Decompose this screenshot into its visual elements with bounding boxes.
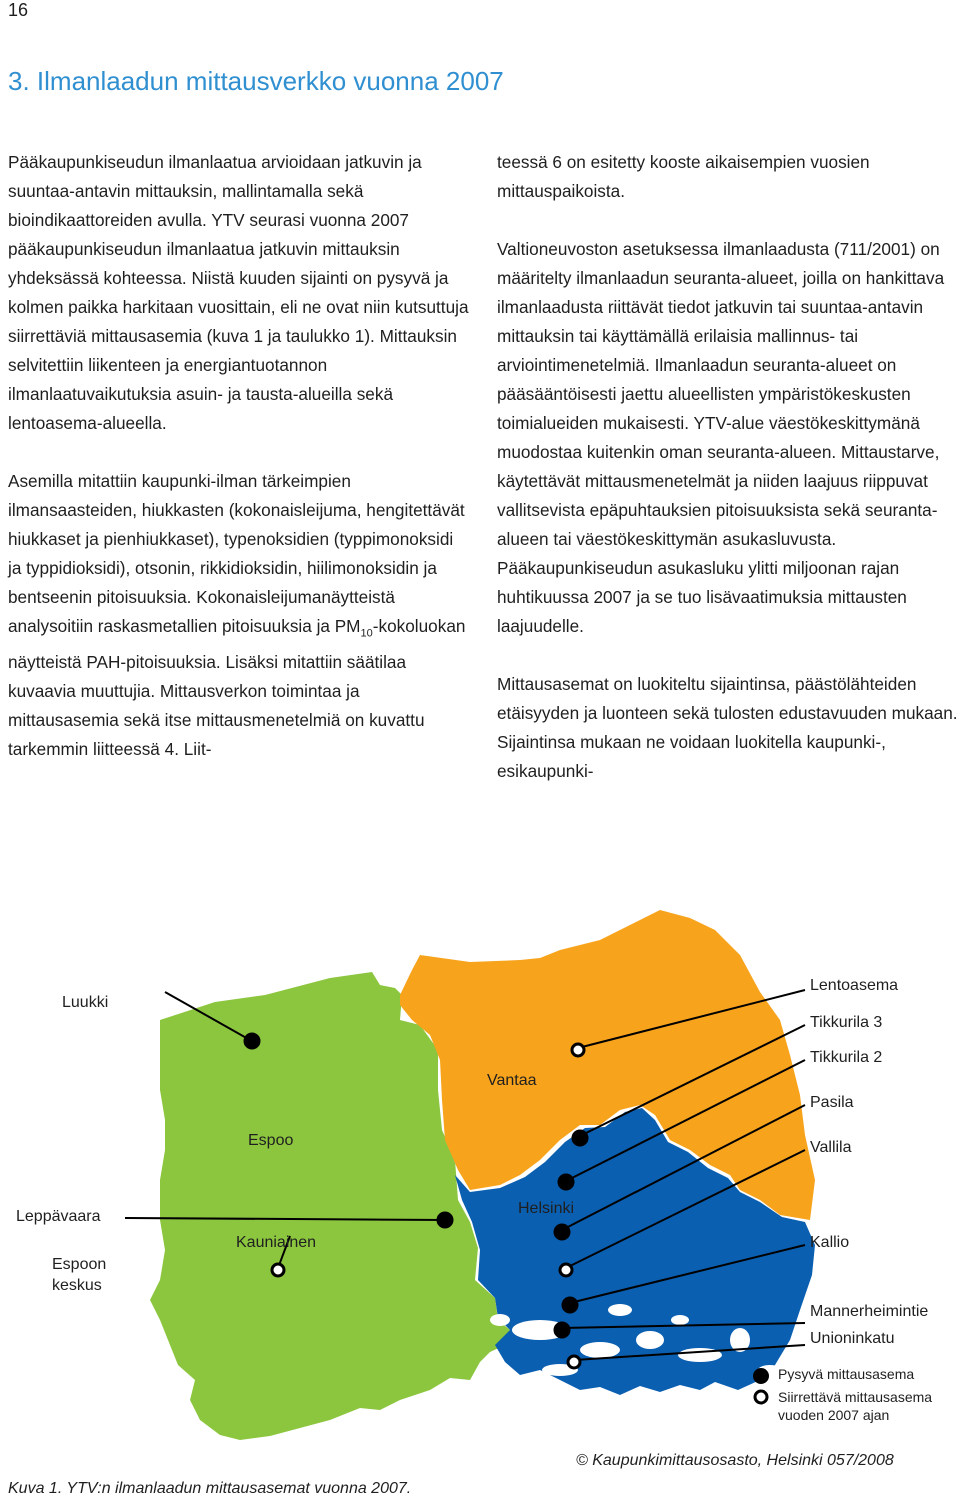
- station-vallila-marker: [560, 1264, 572, 1276]
- paragraph-intro: Pääkaupunkiseudun ilmanlaatua arvioidaan jatkuvin ja suuntaa-antavin mittauksin, mallintamalla sekä bioindikaattoreiden avulla. YTV seurasi vuonna 2007 pääkaupunkiseudun ilmanlaatua jatkuvin mittauksin yhdeksässä kohteessa. Niistä kuuden sijainti on pysyvä ja kolmen paikka harkitaan vuosittain, eli ne ovat niin kutsuttuja siirrettäviä mittausasemia (kuva 1 ja taulukko 1). Mittauksin selvitettiin liikenteen ja energiantuotannon ilmanlaatuvaikutuksia asuin- ja tausta-alueilla sekä lentoasema-alueella.: [8, 152, 469, 433]
- label-helsinki: Helsinki: [518, 1200, 575, 1217]
- station-mannerheimintie-marker: [555, 1323, 569, 1337]
- station-luukki-marker: [245, 1034, 259, 1048]
- label-lentoasema: Lentoasema: [810, 977, 899, 994]
- section-heading: 3. Ilmanlaadun mittausverkko vuonna 2007: [8, 66, 504, 96]
- pollutants-text-end: -kokoluokan näytteistä PAH-pitoisuuksia. Lisäksi mitattiin säätilaa kuvaavia muuttujia. Mittausverkon toimintaa ja mittausasemia sekä itse mittausmenetelmiä on kuvattu tarkemmin liitteessä 4. Liit-: [8, 616, 466, 760]
- label-espoo: Espoo: [248, 1132, 294, 1149]
- station-pasila-marker: [555, 1225, 569, 1239]
- station-map: [0, 900, 960, 1499]
- label-mannerheimintie: Mannerheimintie: [810, 1303, 929, 1320]
- label-pasila: Pasila: [810, 1094, 854, 1111]
- paragraph-regulation: Valtioneuvoston asetuksessa ilmanlaadusta (711/2001) on määritelty ilmanlaadun seuranta-alueet, joilla on hankittava ilmanlaadusta riittävät tiedot jatkuvin tai suuntaa-antavin mittauksin tai käyttämällä erilaisia mallinnus- tai arviointimenetelmiä. Ilmanlaadun seuranta-alueet on pääsääntöisesti jaettu alueellisten ympäristökeskusten toimialueiden mukaisesti. YTV-alue väestökeskittymänä muodostaa kuitenkin oman seuranta-alueen. Mittaustarve, käytettävät mittausmenetelmät ja niiden laajuus riippuvat vallitsevista epäpuhtauksien pitoisuuksista sekä seuranta-alueen tai väestökeskittymän asukasluvusta. Pääkaupunkiseudun asukasluku ylitti miljoonan rajan huhtikuussa 2007 ja se tuo lisävaatimuksia mittausten laajuudelle.: [497, 239, 945, 636]
- station-tikkurila3-marker: [573, 1131, 587, 1145]
- label-tikkurila3: Tikkurila 3: [810, 1014, 883, 1031]
- station-lentoasema-marker: [572, 1044, 584, 1056]
- station-espoon-keskus-marker: [272, 1264, 284, 1276]
- filled-circle-icon: [754, 1369, 768, 1383]
- station-leppavaara-marker: [438, 1213, 452, 1227]
- label-tikkurila2: Tikkurila 2: [810, 1049, 883, 1066]
- paragraph-classification: Mittausasemat on luokiteltu sijaintinsa, päästölähteiden etäisyyden ja luonteen sekä tulosten edustavuuden mukaan. Sijaintinsa mukaan ne voidaan luokitella kaupunki-, esikaupunki-: [497, 674, 958, 781]
- right-text-column: [497, 148, 959, 815]
- station-unioninkatu-marker: [568, 1356, 580, 1368]
- ring-circle-icon: [755, 1391, 767, 1403]
- paragraph-pollutants: [8, 467, 470, 764]
- station-kallio-marker: [563, 1298, 577, 1312]
- figure-caption: Kuva 1. YTV:n ilmanlaadun mittausasemat vuonna 2007.: [8, 1480, 412, 1497]
- legend-movable-label: Siirrettävä mittausasema vuoden 2007 ajan: [778, 1389, 933, 1423]
- label-vantaa: Vantaa: [487, 1072, 537, 1089]
- label-leppavaara: Leppävaara: [16, 1208, 101, 1225]
- left-text-column: [8, 148, 470, 793]
- pollutants-text-start: Asemilla mitattiin kaupunki-ilman tärkeimpien ilmansaasteiden, hiukkasten (kokonaisleijuma, hengitettävät hiukkaset ja pienhiukkaset), typenoksidien (typpimonoksidi ja typpidioksidi), otsonin, rikkidioksidin, hiilimonoksidin ja bentseenin pitoisuuksia. Kokonaisleijumanäytteistä analysoitiin raskasmetallien pitoisuuksia ja PM: [8, 471, 465, 636]
- label-espoon-keskus: Espoon keskus: [52, 1256, 107, 1294]
- station-tikkurila2-marker: [559, 1175, 573, 1189]
- label-unioninkatu: Unioninkatu: [810, 1330, 895, 1347]
- paragraph-appendix: teessä 6 on esitetty kooste aikaisempien vuosien mittauspaikoista.: [497, 152, 870, 201]
- label-kallio: Kallio: [810, 1234, 850, 1251]
- page-number: 16: [8, 0, 29, 20]
- label-vallila: Vallila: [810, 1139, 852, 1156]
- label-kauniainen: Kauniainen: [236, 1234, 317, 1251]
- copyright-note: © Kaupunkimittausosasto, Helsinki 057/2008: [576, 1452, 894, 1469]
- pm-subscript: 10: [360, 627, 373, 640]
- legend-permanent-label: Pysyvä mittausasema: [778, 1366, 915, 1382]
- label-luukki: Luukki: [62, 994, 109, 1011]
